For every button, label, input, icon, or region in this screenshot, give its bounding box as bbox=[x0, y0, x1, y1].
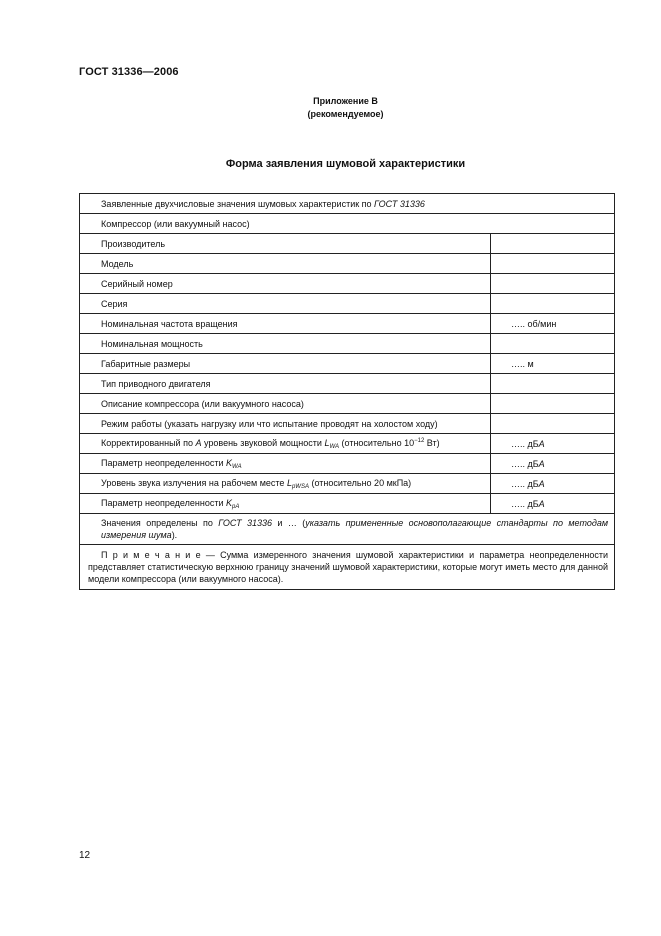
note-cell bbox=[80, 545, 615, 590]
row-label: Габаритные размеры bbox=[80, 354, 491, 374]
table-row bbox=[80, 414, 615, 434]
row-value bbox=[491, 254, 615, 274]
row-value bbox=[491, 294, 615, 314]
compressor-cell: Компрессор (или вакуумный насос) bbox=[80, 214, 615, 234]
table-row bbox=[80, 334, 615, 354]
appendix-label: Приложение В bbox=[313, 96, 378, 106]
table-row bbox=[80, 545, 615, 590]
table-row bbox=[80, 394, 615, 414]
row-label: Модель bbox=[80, 254, 491, 274]
row-value bbox=[491, 414, 615, 434]
row-label: Уровень звука излучения на рабочем месте $L_{pWSA}$ (относительно 20 мкПа) bbox=[80, 474, 491, 494]
noise-declaration-table bbox=[79, 193, 615, 590]
row-value: ….. дБA bbox=[491, 434, 615, 454]
table-row bbox=[80, 494, 615, 514]
table-row bbox=[80, 194, 615, 214]
document-code: ГОСТ 31336—2006 bbox=[79, 66, 179, 78]
table-row bbox=[80, 514, 615, 545]
row-label: Описание компрессора (или вакуумного насоса) bbox=[80, 394, 491, 414]
row-value: ….. дБA bbox=[491, 454, 615, 474]
table-row bbox=[80, 274, 615, 294]
table-row bbox=[80, 474, 615, 494]
table-row bbox=[80, 294, 615, 314]
form-title: Форма заявления шумовой характеристики bbox=[225, 158, 466, 170]
table-row bbox=[80, 254, 615, 274]
row-label: Параметр неопределенности $K_{WA}$ bbox=[80, 454, 491, 474]
row-value: ….. дБA bbox=[491, 474, 615, 494]
declared-values-cell: Заявленные двухчисловые значения шумовых характеристик по ГОСТ 31336 bbox=[80, 194, 615, 214]
row-label: Параметр неопределенности $K_{pA}$ bbox=[80, 494, 491, 514]
row-label: Серия bbox=[80, 294, 491, 314]
row-label: Режим работы (указать нагрузку или что испытание проводят на холостом ходу) bbox=[80, 414, 491, 434]
standard-ref: ГОСТ 31336 bbox=[374, 198, 425, 209]
note-label: П р и м е ч а н и е bbox=[101, 550, 201, 560]
row-value: ….. м bbox=[491, 354, 615, 374]
determined-by-cell: Значения определены по ГОСТ 31336 и … (указать примененные основополагающие стандарты по методам измерения шума). bbox=[80, 514, 615, 545]
row-value bbox=[491, 274, 615, 294]
table-row bbox=[80, 214, 615, 234]
table-row bbox=[80, 434, 615, 454]
row-label: Корректированный по A уровень звуковой мощности $L_{WA}$ (относительно $10^{-12}$ Вт) bbox=[80, 434, 491, 454]
appendix-heading bbox=[0, 95, 661, 121]
row-label: Производитель bbox=[80, 234, 491, 254]
row-value: ….. дБA bbox=[491, 494, 615, 514]
table-row bbox=[80, 374, 615, 394]
note-text: — Сумма измеренного значения шумовой характеристики и параметра неопределенности представляет статистическую верхнюю границу значений шумовой характеристики, которые могут иметь место для данной модели компрессора (или вакуумного насоса). bbox=[88, 550, 608, 584]
page-number: 12 bbox=[79, 850, 91, 861]
table-row bbox=[80, 454, 615, 474]
row-value bbox=[491, 394, 615, 414]
row-label: Тип приводного двигателя bbox=[80, 374, 491, 394]
row-label: Номинальная мощность bbox=[80, 334, 491, 354]
table-row bbox=[80, 354, 615, 374]
row-value: ….. об/мин bbox=[491, 314, 615, 334]
appendix-status: (рекомендуемое) bbox=[307, 109, 384, 119]
row-value bbox=[491, 374, 615, 394]
row-value bbox=[491, 334, 615, 354]
row-label: Номинальная частота вращения bbox=[80, 314, 491, 334]
row-value bbox=[491, 234, 615, 254]
row-label: Серийный номер bbox=[80, 274, 491, 294]
table-row bbox=[80, 314, 615, 334]
table-row bbox=[80, 234, 615, 254]
